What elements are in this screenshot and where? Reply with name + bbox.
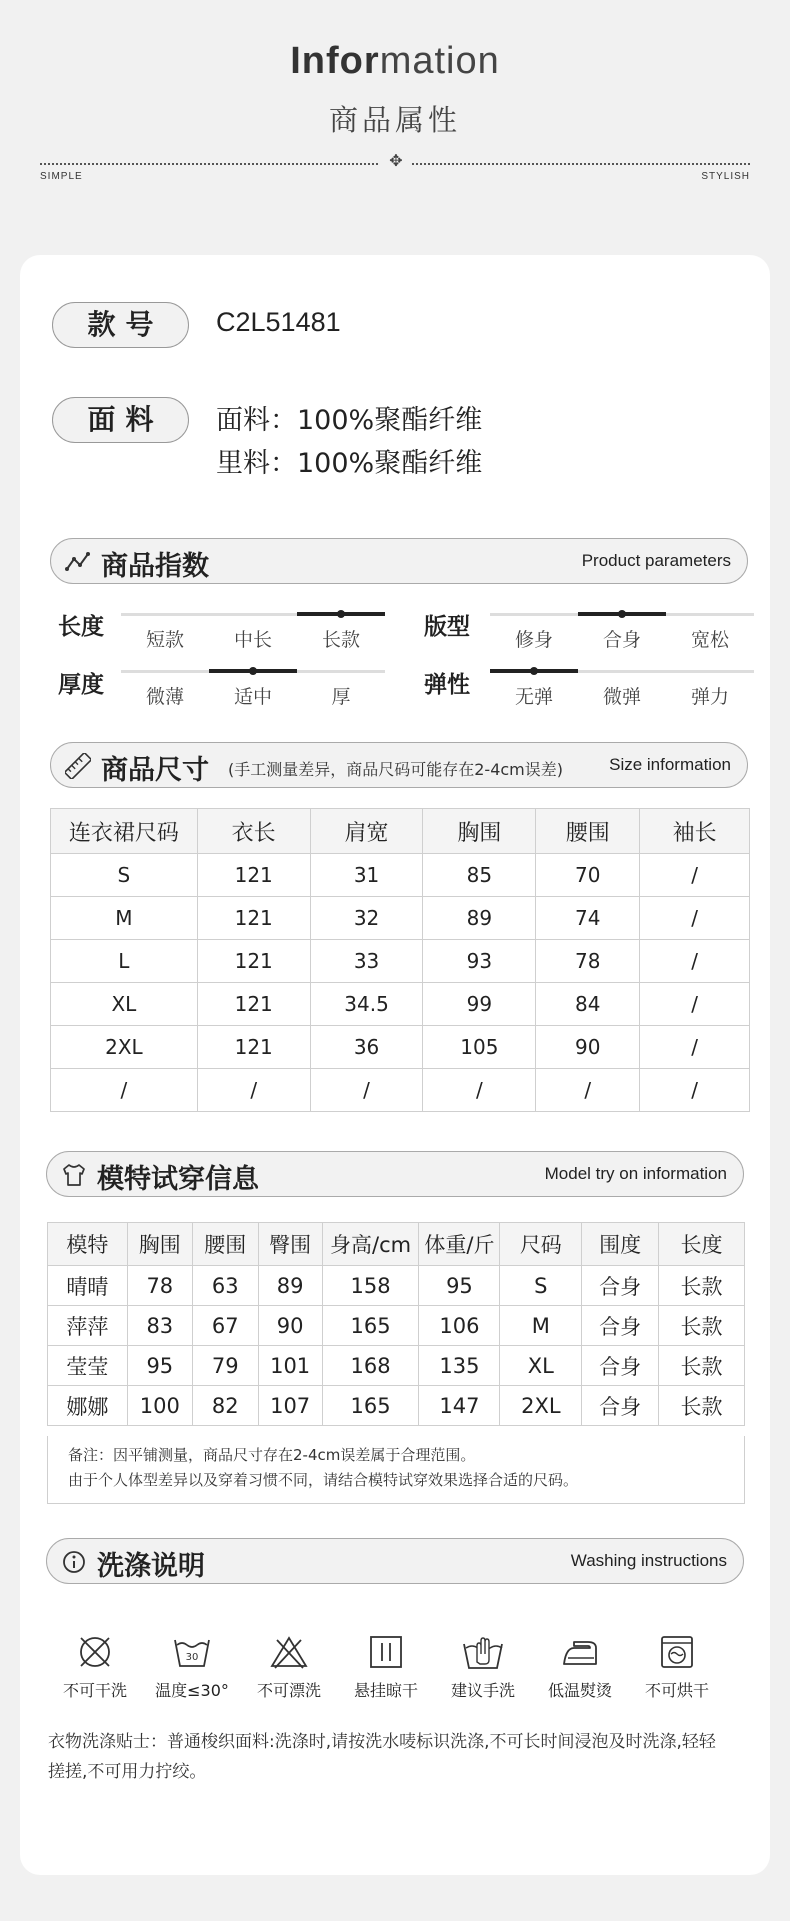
page-title-en: Information xyxy=(290,40,500,82)
model-cell: 165 xyxy=(322,1306,419,1346)
size-table-row xyxy=(51,1026,750,1069)
model-cell: 合身 xyxy=(582,1386,659,1426)
model-cell: M xyxy=(500,1306,582,1346)
model-col-header: 尺码 xyxy=(500,1223,582,1266)
model-cell: 晴晴 xyxy=(48,1266,128,1306)
style-no-value: C2L51481 xyxy=(216,307,341,337)
model-col-header: 腰围 xyxy=(192,1223,258,1266)
model-cell: 78 xyxy=(127,1266,192,1306)
model-cell: 合身 xyxy=(582,1346,659,1386)
fabric-label: 面料 xyxy=(52,397,189,443)
model-cell: 长款 xyxy=(659,1386,745,1426)
size-cell: L xyxy=(51,940,198,983)
param-elasticity-option: 弹力 xyxy=(690,686,729,708)
model-table-row xyxy=(48,1346,745,1386)
wash-temp-badge: 30 xyxy=(185,1652,199,1663)
param-thickness-option: 微薄 xyxy=(145,686,184,708)
param-thickness-label: 厚度 xyxy=(58,672,104,698)
model-cell: 63 xyxy=(192,1266,258,1306)
size-cell: 33 xyxy=(310,940,423,983)
param-elasticity-marker xyxy=(530,667,538,675)
size-cell: 93 xyxy=(423,940,536,983)
no-bleach-icon xyxy=(269,1632,309,1672)
model-cell: S xyxy=(500,1266,582,1306)
param-length-option: 中长 xyxy=(233,629,272,651)
model-cell: 82 xyxy=(192,1386,258,1426)
wash-label: 悬挂晾干 xyxy=(353,1681,418,1700)
wash-tip-line: 衣物洗涤贴士：普通梭织面料:洗涤时,请按洗水唛标识洗涤,不可长时间浸泡及时洗涤,轻轻 xyxy=(48,1732,716,1752)
divider-right xyxy=(412,163,750,165)
size-cell: 121 xyxy=(197,854,310,897)
param-elasticity-option: 微弹 xyxy=(602,686,641,708)
model-cell: 101 xyxy=(258,1346,322,1386)
param-length-scale xyxy=(121,613,385,651)
wash-item-hand-wash xyxy=(435,1632,531,1701)
param-length-label: 长度 xyxy=(58,614,104,640)
model-section-header xyxy=(46,1151,744,1197)
size-cell: 70 xyxy=(536,854,640,897)
size-cell: 78 xyxy=(536,940,640,983)
model-cell: 165 xyxy=(322,1386,419,1426)
size-col-header: 肩宽 xyxy=(310,809,423,854)
size-cell: 121 xyxy=(197,940,310,983)
size-cell: / xyxy=(640,854,750,897)
model-table xyxy=(47,1222,745,1426)
params-section-title: 商品指数 xyxy=(101,551,209,582)
size-cell: / xyxy=(51,1069,198,1112)
simple-tag: SIMPLE xyxy=(40,171,83,182)
model-table-row xyxy=(48,1386,745,1426)
hang-dry-icon xyxy=(366,1632,406,1672)
size-table-row xyxy=(51,940,750,983)
model-cell: 萍萍 xyxy=(48,1306,128,1346)
size-cell: 2XL xyxy=(51,1026,198,1069)
size-table xyxy=(50,808,750,1112)
model-col-header: 胸围 xyxy=(127,1223,192,1266)
param-length-marker xyxy=(337,610,345,618)
model-section-en: Model try on information xyxy=(544,1164,727,1183)
wash-item-low-iron xyxy=(532,1632,628,1701)
ruler-icon xyxy=(65,753,91,779)
model-cell: 娜娜 xyxy=(48,1386,128,1426)
size-cell: XL xyxy=(51,983,198,1026)
size-cell: 34.5 xyxy=(310,983,423,1026)
style-no-label: 款号 xyxy=(52,302,189,348)
model-cell: 95 xyxy=(127,1346,192,1386)
size-cell: 105 xyxy=(423,1026,536,1069)
model-cell: 合身 xyxy=(582,1266,659,1306)
size-table-row xyxy=(51,897,750,940)
size-cell: S xyxy=(51,854,198,897)
model-col-header: 臀围 xyxy=(258,1223,322,1266)
model-cell: 79 xyxy=(192,1346,258,1386)
param-fit-marker xyxy=(618,610,626,618)
model-cell: 莹莹 xyxy=(48,1346,128,1386)
param-length-option: 长款 xyxy=(321,629,360,651)
size-col-header: 胸围 xyxy=(423,809,536,854)
wash-label: 不可烘干 xyxy=(644,1681,709,1700)
info-circle-icon xyxy=(61,1549,87,1575)
size-table-row xyxy=(51,854,750,897)
wash-section-en: Washing instructions xyxy=(570,1551,727,1570)
size-section-subtitle: (手工测量差异，商品尺码可能存在2-4cm误差) xyxy=(228,760,564,779)
size-cell: 84 xyxy=(536,983,640,1026)
size-cell: / xyxy=(640,940,750,983)
wash-label: 不可漂洗 xyxy=(256,1681,321,1700)
trend-line-icon xyxy=(65,549,91,575)
params-section-header xyxy=(50,538,748,584)
model-col-header: 身高/cm xyxy=(322,1223,419,1266)
param-elasticity-scale xyxy=(490,670,754,708)
model-cell: 90 xyxy=(258,1306,322,1346)
wash-item-hang-dry xyxy=(338,1632,434,1701)
param-elasticity-option: 无弹 xyxy=(514,686,553,708)
size-section-en: Size information xyxy=(609,755,731,774)
divider-left xyxy=(40,163,378,165)
model-cell: 长款 xyxy=(659,1306,745,1346)
wash-label: 温度≤30° xyxy=(155,1681,229,1700)
size-cell: 99 xyxy=(423,983,536,1026)
fabric-outer-line: 面料：100%聚酯纤维 xyxy=(216,405,483,436)
wash-item-30-degrees xyxy=(144,1632,240,1701)
wash-label: 低温熨烫 xyxy=(547,1681,612,1700)
size-section-header xyxy=(50,742,748,788)
param-elasticity-label: 弹性 xyxy=(424,672,470,698)
size-cell: / xyxy=(310,1069,423,1112)
wash-tips xyxy=(48,1727,760,1787)
param-fit-option: 修身 xyxy=(514,629,553,651)
param-fit-option: 合身 xyxy=(602,629,641,651)
model-cell: 95 xyxy=(419,1266,500,1306)
size-cell: M xyxy=(51,897,198,940)
model-col-header: 长度 xyxy=(659,1223,745,1266)
param-thickness-option: 厚 xyxy=(331,686,351,708)
size-col-header: 袖长 xyxy=(640,809,750,854)
size-cell: 85 xyxy=(423,854,536,897)
model-cell: 147 xyxy=(419,1386,500,1426)
page-title-cn: 商品属性 xyxy=(328,103,461,137)
size-cell: 121 xyxy=(197,983,310,1026)
size-cell: / xyxy=(640,897,750,940)
model-cell: 2XL xyxy=(500,1386,582,1426)
wash-label: 不可干洗 xyxy=(62,1681,127,1700)
size-cell: / xyxy=(197,1069,310,1112)
size-col-header: 腰围 xyxy=(536,809,640,854)
model-cell: 合身 xyxy=(582,1306,659,1346)
model-cell: 106 xyxy=(419,1306,500,1346)
param-fit-scale xyxy=(490,613,754,651)
model-table-row xyxy=(48,1266,745,1306)
param-thickness-option: 适中 xyxy=(233,686,272,708)
wash-label: 建议手洗 xyxy=(450,1681,515,1700)
model-section-title: 模特试穿信息 xyxy=(97,1164,259,1195)
param-thickness-marker xyxy=(249,667,257,675)
size-cell: 89 xyxy=(423,897,536,940)
model-cell: XL xyxy=(500,1346,582,1386)
model-cell: 83 xyxy=(127,1306,192,1346)
wash-30-icon xyxy=(172,1632,212,1672)
size-cell: 31 xyxy=(310,854,423,897)
cross-ornament-icon: ✥ xyxy=(389,151,403,170)
fabric-lining-line: 里料：100%聚酯纤维 xyxy=(216,448,483,479)
no-tumble-dry-icon xyxy=(657,1632,697,1672)
param-fit-label: 版型 xyxy=(424,614,470,640)
size-table-row xyxy=(51,1069,750,1112)
wash-tip-line: 搓搓,不可用力拧绞。 xyxy=(48,1762,207,1782)
size-col-header: 衣长 xyxy=(197,809,310,854)
params-section-en: Product parameters xyxy=(581,551,731,570)
model-cell: 107 xyxy=(258,1386,322,1426)
param-length-option: 短款 xyxy=(145,629,184,651)
model-table-row xyxy=(48,1306,745,1346)
model-note-line: 由于个人体型差异以及穿着习惯不同，请结合模特试穿效果选择合适的尺码。 xyxy=(68,1471,579,1489)
wash-item-no-tumble-dry xyxy=(629,1632,725,1701)
model-cell: 100 xyxy=(127,1386,192,1426)
model-col-header: 体重/斤 xyxy=(419,1223,500,1266)
model-cell: 89 xyxy=(258,1266,322,1306)
size-section-title: 商品尺寸 xyxy=(101,755,209,786)
size-cell: 90 xyxy=(536,1026,640,1069)
size-cell: 121 xyxy=(197,1026,310,1069)
model-note-line: 备注：因平铺测量，商品尺寸存在2-4cm误差属于合理范围。 xyxy=(68,1446,476,1464)
size-col-header: 连衣裙尺码 xyxy=(51,809,198,854)
size-cell: / xyxy=(640,1069,750,1112)
wash-section-title: 洗涤说明 xyxy=(97,1551,205,1582)
model-cell: 长款 xyxy=(659,1346,745,1386)
param-thickness-scale xyxy=(121,670,385,708)
size-cell: / xyxy=(640,1026,750,1069)
model-cell: 长款 xyxy=(659,1266,745,1306)
size-table-header-row xyxy=(51,809,750,854)
size-cell: 74 xyxy=(536,897,640,940)
wash-item-no-bleach xyxy=(241,1632,337,1701)
hand-wash-icon xyxy=(461,1632,505,1672)
size-cell: 32 xyxy=(310,897,423,940)
model-cell: 67 xyxy=(192,1306,258,1346)
model-col-header: 模特 xyxy=(48,1223,128,1266)
size-cell: 36 xyxy=(310,1026,423,1069)
size-cell: 121 xyxy=(197,897,310,940)
size-cell: / xyxy=(640,983,750,1026)
stylish-tag: STYLISH xyxy=(701,171,750,182)
model-cell: 158 xyxy=(322,1266,419,1306)
size-table-row xyxy=(51,983,750,1026)
low-iron-icon xyxy=(558,1632,602,1672)
model-table-header-row xyxy=(48,1223,745,1266)
param-fit-option: 宽松 xyxy=(690,629,729,651)
model-cell: 135 xyxy=(419,1346,500,1386)
model-cell: 168 xyxy=(322,1346,419,1386)
size-cell: / xyxy=(536,1069,640,1112)
model-notes-box xyxy=(47,1436,745,1504)
no-dry-clean-icon xyxy=(75,1632,115,1672)
size-cell: / xyxy=(423,1069,536,1112)
model-col-header: 围度 xyxy=(582,1223,659,1266)
wash-item-no-dry-clean xyxy=(47,1632,143,1701)
tshirt-icon xyxy=(61,1162,87,1188)
wash-section-header xyxy=(46,1538,744,1584)
